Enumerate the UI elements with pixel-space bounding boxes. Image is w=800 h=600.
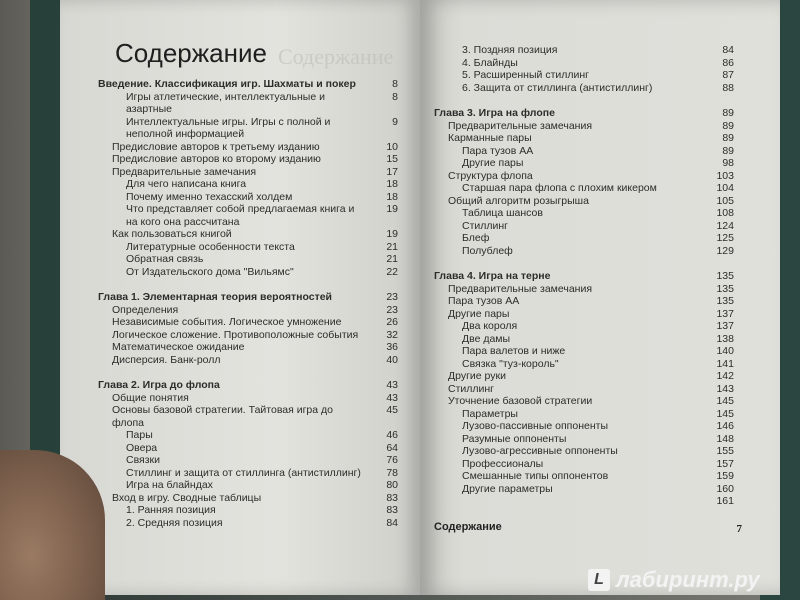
toc-entry-title: Глава 2. Игра до флопа (98, 379, 220, 391)
toc-row (98, 178, 398, 191)
toc-entry-title: Пара тузов АА (462, 144, 534, 157)
toc-row (98, 316, 398, 329)
toc-entry-page: 64 (386, 441, 398, 454)
toc-entry-page: 124 (716, 219, 734, 232)
toc-entry-page: 83 (386, 504, 398, 516)
toc-entry-page: 148 (716, 432, 734, 445)
toc-entry-page: 78 (386, 466, 398, 479)
toc-row (434, 470, 734, 483)
toc-entry-page: 21 (386, 253, 398, 265)
toc-row (434, 69, 734, 82)
toc-entry-title: Игры атлетические, интеллектуальные и азартные (126, 90, 325, 115)
toc-row (434, 207, 734, 220)
toc-entry-page: 88 (722, 81, 734, 94)
toc-entry-page: 129 (716, 244, 734, 257)
toc-row (434, 132, 734, 145)
toc-entry-title: Пара тузов АА (448, 295, 520, 307)
toc-entry-page: 137 (716, 307, 734, 320)
toc-gap (434, 257, 734, 266)
toc-entry-page: 105 (716, 194, 734, 207)
toc-entry-title: Предварительные замечания (448, 282, 593, 295)
toc-row (98, 78, 398, 91)
toc-entry-page: 89 (722, 119, 734, 132)
toc-row (98, 454, 398, 467)
toc-row (98, 504, 398, 517)
toc-entry-page: 23 (386, 303, 398, 316)
toc-entry-page: 145 (716, 407, 734, 420)
toc-entry-title: Смешанные типы оппонентов (462, 470, 609, 482)
toc-row (434, 232, 734, 245)
toc-entry-page: 125 (716, 232, 734, 244)
toc-entry-page: 43 (386, 391, 398, 404)
toc-entry-page: 98 (722, 157, 734, 169)
toc-chapter-row (434, 270, 734, 283)
toc-entry-title: 5. Расширенный стиллинг (462, 69, 589, 81)
toc-entry-page: 89 (722, 132, 734, 144)
toc-row (434, 44, 734, 57)
toc-entry-page: 103 (716, 169, 734, 182)
toc-entry-page: 155 (716, 445, 734, 457)
toc-row (98, 203, 398, 228)
toc-entry-title: Общие понятия (112, 391, 189, 404)
toc-entry-title: Предварительные замечания (112, 165, 257, 178)
toc-chapter-row (434, 107, 734, 120)
toc-row (98, 341, 398, 354)
toc-entry-page: 9 (392, 115, 398, 128)
toc-entry-page: 146 (716, 420, 734, 432)
toc-entry-page: 84 (386, 516, 398, 529)
toc-row (98, 191, 398, 204)
toc-row (434, 445, 734, 458)
toc-row (434, 308, 734, 321)
toc-row (98, 442, 398, 455)
toc-entry-page: 138 (716, 332, 734, 345)
toc-entry-title: Дисперсия. Банк-ролл (112, 353, 221, 366)
toc-entry-title: Обратная связь (126, 253, 204, 265)
toc-entry-page: 89 (722, 144, 734, 157)
toc-row (434, 170, 734, 183)
toc-entry-title: Два короля (462, 320, 518, 332)
toc-entry-title: Предисловие авторов ко второму изданию (112, 153, 321, 165)
toc-entry-title: Предварительные замечания (448, 119, 593, 132)
toc-entry-title: Пара валетов и ниже (462, 345, 566, 357)
toc-entry-title: Карманные пары (448, 132, 532, 144)
toc-row (434, 458, 734, 471)
toc-entry-page: 137 (716, 320, 734, 332)
toc-row (98, 517, 398, 530)
toc-entry-page: 89 (722, 107, 734, 119)
toc-entry-title: 3. Поздняя позиция (462, 44, 558, 56)
toc-entry-title: 2. Средняя позиция (126, 516, 223, 529)
toc-entry-title: 4. Блайнды (462, 56, 518, 69)
toc-entry-title: Вход в игру. Сводные таблицы (112, 491, 262, 504)
toc-row (434, 333, 734, 346)
toc-entry-page: 135 (716, 282, 734, 295)
toc-row (98, 116, 398, 141)
toc-entry-title: Таблица шансов (462, 207, 543, 219)
toc-entry-title: Связка "туз-король" (462, 357, 559, 370)
toc-entry-page: 8 (392, 78, 398, 90)
toc-gap (98, 278, 398, 287)
toc-entry-page: 159 (716, 470, 734, 482)
watermark-text: лабиринт.ру (616, 567, 760, 592)
toc-entry-page: 23 (386, 291, 398, 303)
toc-gap (98, 366, 398, 375)
toc-row (98, 153, 398, 166)
toc-entry-page: 10 (386, 140, 398, 153)
toc-entry-title: Лузово-агрессивные оппоненты (462, 445, 618, 457)
toc-entry-title: Как пользоваться книгой (112, 228, 232, 240)
toc-entry-title: Основы базовой стратегии. Тайтовая игра до флопа (112, 404, 333, 429)
toc-entry-page: 80 (386, 479, 398, 491)
toc-row (434, 245, 734, 258)
toc-entry-title: Стиллинг и защита от стиллинга (антистиллинг) (126, 466, 361, 479)
toc-entry-page: 135 (716, 270, 734, 282)
toc-entry-title: Другие пары (462, 157, 524, 169)
logo-badge-icon: L (588, 569, 610, 591)
toc-entry-page: 104 (716, 182, 734, 194)
toc-entry-page: 32 (386, 328, 398, 341)
toc-row (98, 166, 398, 179)
toc-row (434, 383, 734, 396)
toc-row (434, 345, 734, 358)
left-page (60, 0, 420, 595)
toc-row (434, 57, 734, 70)
toc-entry-title: Интеллектуальные игры. Игры с полной и неполной информацией (126, 115, 331, 140)
toc-chapter-row (98, 379, 398, 392)
toc-entry-page: 160 (716, 482, 734, 495)
toc-row (434, 420, 734, 433)
toc-row (98, 266, 398, 279)
toc-entry-page: 86 (722, 56, 734, 69)
toc-entry-title: От Издательского дома "Вильямс" (126, 265, 294, 278)
toc-entry-page: 161 (716, 495, 734, 507)
toc-entry-title: Другие руки (448, 370, 506, 382)
toc-entry-title: Глава 4. Игра на терне (434, 270, 551, 282)
toc-row (434, 358, 734, 371)
toc-row (434, 395, 734, 408)
toc-entry-title: Пары (126, 429, 153, 441)
toc-row (434, 145, 734, 158)
toc-entry-title: Профессионалы (462, 457, 544, 470)
toc-chapter-row (98, 291, 398, 304)
toc-row (434, 495, 734, 508)
toc-list-left (98, 78, 398, 529)
toc-row (434, 283, 734, 296)
toc-entry-title: Полублеф (462, 244, 513, 257)
toc-row (98, 141, 398, 154)
page-number: 7 (736, 523, 742, 535)
toc-entry-title: Почему именно техасский холдем (126, 190, 293, 203)
toc-entry-title: Другие пары (448, 307, 510, 320)
toc-entry-title: Общий алгоритм розыгрыша (448, 194, 589, 207)
toc-row (434, 483, 734, 496)
toc-entry-title: Другие параметры (462, 482, 553, 495)
toc-entry-page: 21 (386, 240, 398, 253)
toc-entry-page: 145 (716, 395, 734, 407)
toc-entry-title: Связки (126, 454, 161, 466)
toc-row (98, 492, 398, 505)
toc-gap (434, 94, 734, 103)
toc-row (434, 120, 734, 133)
toc-entry-title: Математическое ожидание (112, 341, 245, 353)
toc-entry-title: Блеф (462, 232, 490, 244)
toc-entry-title: Игра на блайндах (126, 479, 213, 491)
show-through-title: Содержание (278, 44, 394, 69)
toc-entry-title: Определения (112, 303, 179, 316)
toc-row (434, 182, 734, 195)
toc-row (434, 433, 734, 446)
toc-entry-title: Предисловие авторов к третьему изданию (112, 140, 320, 153)
toc-row (434, 157, 734, 170)
toc-entry-page: 108 (716, 207, 734, 219)
toc-row (98, 253, 398, 266)
toc-entry-title: Лузово-пассивные оппоненты (462, 420, 609, 432)
toc-entry-title: Логическое сложение. Противоположные события (112, 328, 359, 341)
toc-entry-title: Уточнение базовой стратегии (448, 395, 593, 407)
toc-entry-page: 19 (386, 228, 398, 240)
toc-entry-page: 83 (386, 491, 398, 504)
toc-entry-page: 17 (386, 165, 398, 178)
toc-entry-page: 40 (386, 353, 398, 366)
toc-entry-title: 6. Защита от стиллинга (антистиллинг) (462, 81, 653, 94)
toc-row (98, 304, 398, 317)
toc-entry-title: Независимые события. Логическое умножение (112, 316, 342, 328)
toc-entry-title: Что представляет собой предлагаемая книга и на кого она рассчитана (126, 203, 355, 228)
toc-row (98, 392, 398, 405)
toc-entry-title: Старшая пара флопа с плохим кикером (462, 182, 657, 194)
toc-entry-page: 18 (386, 190, 398, 203)
toc-entry-title: Две дамы (462, 332, 511, 345)
toc-entry-title: Введение. Классификация игр. Шахматы и покер (98, 78, 356, 90)
toc-entry-title: Разумные оппоненты (462, 432, 567, 445)
toc-entry-title: Для чего написана книга (126, 178, 247, 190)
toc-entry-page: 22 (386, 265, 398, 278)
toc-row (434, 320, 734, 333)
toc-entry-page: 45 (386, 404, 398, 416)
toc-row (98, 91, 398, 116)
toc-entry-page: 18 (386, 178, 398, 190)
toc-entry-page: 142 (716, 370, 734, 382)
toc-entry-page: 8 (392, 90, 398, 103)
toc-entry-title: Литературные особенности текста (126, 240, 295, 253)
toc-entry-page: 140 (716, 345, 734, 357)
toc-entry-page: 19 (386, 203, 398, 215)
toc-row (434, 220, 734, 233)
toc-row (434, 195, 734, 208)
toc-list-right (434, 44, 734, 508)
toc-entry-page: 15 (386, 153, 398, 165)
toc-row (98, 329, 398, 342)
right-page (420, 0, 780, 595)
toc-entry-title: Структура флопа (448, 169, 533, 182)
toc-entry-page: 143 (716, 382, 734, 395)
toc-entry-page: 141 (716, 357, 734, 370)
toc-entry-title: Параметры (462, 407, 518, 420)
toc-entry-page: 157 (716, 457, 734, 470)
toc-entry-page: 84 (722, 44, 734, 56)
toc-entry-page: 26 (386, 316, 398, 328)
toc-row (434, 370, 734, 383)
toc-row (434, 295, 734, 308)
toc-row (98, 404, 398, 429)
toc-entry-title: Стиллинг (448, 382, 495, 395)
toc-entry-title: Стиллинг (462, 219, 509, 232)
toc-row (98, 479, 398, 492)
toc-entry-title: Глава 1. Элементарная теория вероятностей (98, 291, 333, 303)
toc-entry-page: 135 (716, 295, 734, 307)
toc-row (98, 467, 398, 480)
toc-entry-title: 1. Ранняя позиция (126, 504, 216, 516)
toc-row (434, 82, 734, 95)
toc-row (434, 408, 734, 421)
toc-entry-page: 87 (722, 69, 734, 81)
running-footer: Содержание (434, 521, 502, 533)
toc-row (98, 429, 398, 442)
toc-entry-page: 36 (386, 341, 398, 353)
page-title: Содержание (115, 38, 267, 68)
watermark-logo (588, 566, 788, 594)
toc-entry-page: 43 (386, 379, 398, 391)
toc-entry-page: 46 (386, 429, 398, 441)
toc-row (98, 228, 398, 241)
toc-entry-page: 76 (386, 454, 398, 466)
toc-row (98, 241, 398, 254)
toc-entry-title: Глава 3. Игра на флопе (434, 107, 555, 119)
toc-row (98, 354, 398, 367)
toc-entry-title: Овера (126, 441, 158, 454)
